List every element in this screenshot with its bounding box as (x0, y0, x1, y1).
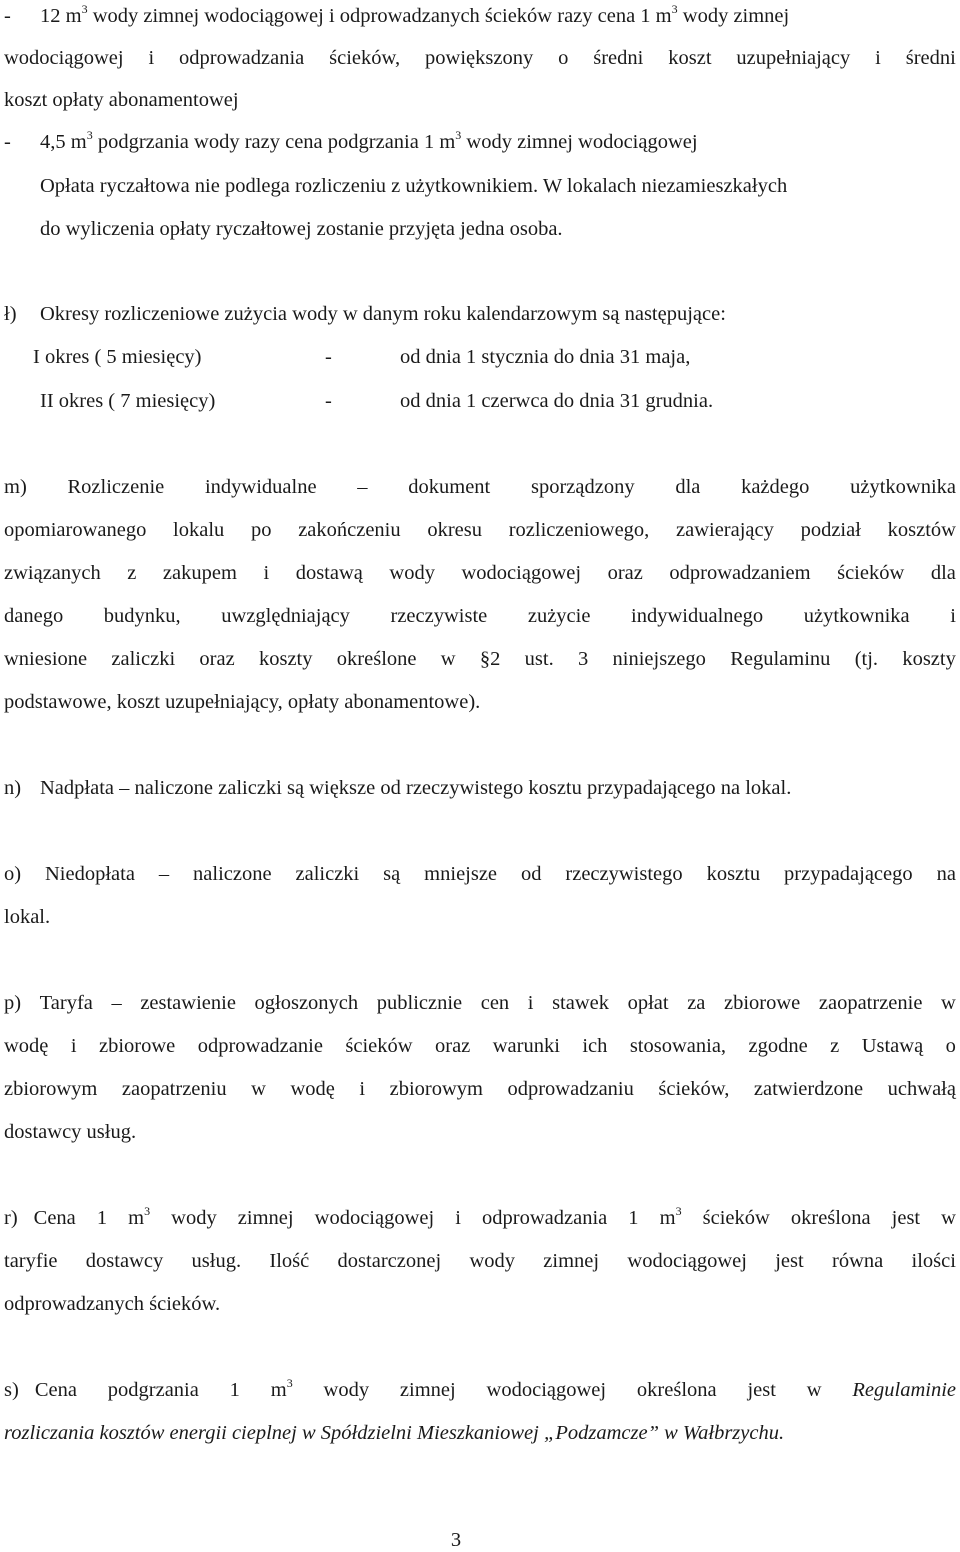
word: zawierający (676, 519, 774, 541)
word: ścieków (345, 1035, 413, 1057)
word: zbiorowe (98, 1035, 176, 1057)
section-p-line-3 (4, 1077, 956, 1101)
word: oraz (435, 1035, 471, 1057)
intro-dash-2: - (4, 131, 11, 153)
word: o (558, 47, 569, 69)
intro-line-3: koszt opłaty abonamentowej (4, 89, 239, 111)
word: wodociągowej (4, 47, 124, 69)
word: ścieków (837, 562, 905, 584)
section-n-text: Nadpłata – naliczone zaliczki są większe od rzeczywistego kosztu przypadającego na lokal. (40, 777, 792, 799)
word: i (950, 605, 956, 627)
word: średni (905, 47, 956, 69)
section-l-text: Okresy rozliczeniowe zużycia wody w danym roku kalendarzowym są następujące: (40, 303, 726, 325)
section-p-line-4: dostawcy usług. (4, 1121, 137, 1143)
word: lokalu (173, 519, 225, 541)
word: uwzględniający (221, 605, 350, 627)
intro-line-4: 4,5 $m^3$ podgrzania wody razy cena podgrzania 1 $m^3$ wody zimnej wodociągowej (40, 128, 698, 153)
word: z (830, 1035, 840, 1057)
word: odprowadzania (179, 47, 305, 69)
word: indywidualnego (631, 605, 764, 627)
section-s-line-2: rozliczania kosztów energii cieplnej w Spółdzielni Mieszkaniowej „Podzamcze” w Wałbrzychu. (4, 1422, 785, 1444)
page-number: 3 (450, 1529, 462, 1551)
word: w (941, 992, 956, 1014)
word: zaliczki (295, 863, 360, 885)
word: ilości (911, 1250, 956, 1272)
section-m-line-1 (4, 475, 956, 499)
intro-line-5: Opłata ryczałtowa nie podlega rozliczeniu z użytkownikiem. W lokalach niezamieszkałych (40, 175, 788, 197)
section-marker: o) (4, 863, 22, 885)
section-o-line-2: lokal. (4, 906, 51, 928)
section-n-marker: n) (4, 777, 22, 799)
section-m-line-5 (4, 647, 956, 671)
word: publicznie (376, 992, 463, 1014)
word: sporządzony (530, 476, 635, 498)
word: wniesione (4, 648, 88, 670)
period-2-range: od dnia 1 czerwca do dnia 31 grudnia. (400, 390, 714, 412)
word: podział (800, 519, 861, 541)
word: równa (832, 1250, 884, 1272)
word: zbiorowym (389, 1078, 483, 1100)
word: rzeczywistego (565, 863, 683, 885)
period-1-range: od dnia 1 stycznia do dnia 31 maja, (400, 346, 691, 368)
word: cen (480, 992, 510, 1014)
section-m-line-6: podstawowe, koszt uzupełniający, opłaty abonamentowe). (4, 691, 481, 713)
word: uzupełniający (736, 47, 851, 69)
section-s-line-1-text: Cena podgrzania 1 $m^3$ wody zimnej wodociągowej określona jest w Regulaminie (34, 1376, 957, 1401)
section-p-line-2 (4, 1034, 956, 1058)
word: danego (4, 605, 64, 627)
section-m-line-3 (4, 561, 956, 585)
word: koszty (258, 648, 313, 670)
word: odprowadzaniu (507, 1078, 634, 1100)
word: stawek (552, 992, 610, 1014)
word: wodę (4, 1035, 49, 1057)
section-r-line-1 (4, 1206, 956, 1230)
word: Ustawą (861, 1035, 924, 1057)
section-m-line-4 (4, 604, 956, 628)
word: oraz (199, 648, 235, 670)
word: zestawienie (140, 992, 236, 1014)
section-r-marker: r) (4, 1207, 18, 1229)
intro-dash-1: - (4, 5, 11, 27)
word: niniejszego (612, 648, 706, 670)
word: dokument (408, 476, 491, 498)
period-1-dash: - (325, 346, 332, 368)
word: wodę (290, 1078, 335, 1100)
word: zatwierdzone (753, 1078, 864, 1100)
word: Ilość (269, 1250, 310, 1272)
word: ogłoszonych (254, 992, 359, 1014)
word: Niedopłata (45, 863, 135, 885)
word: odprowadzaniem (669, 562, 811, 584)
word: w (440, 648, 456, 670)
word: ust. (524, 648, 554, 670)
word: – (357, 476, 368, 498)
word: przypadającego (784, 863, 913, 885)
word: Regulaminu (730, 648, 831, 670)
word: ścieków, (329, 47, 401, 69)
word: koszty (902, 648, 956, 670)
word: w (251, 1078, 266, 1100)
word: i (70, 1035, 77, 1057)
word: oraz (607, 562, 643, 584)
word: okresu (427, 519, 482, 541)
word: zimnej (543, 1250, 600, 1272)
word: dostawą (295, 562, 363, 584)
word: i (263, 562, 270, 584)
word: po (250, 519, 272, 541)
section-m-line-2 (4, 518, 956, 542)
word: zużycie (527, 605, 591, 627)
period-2-label: II okres ( 7 miesięcy) (40, 390, 216, 412)
word: zakończeniu (298, 519, 401, 541)
word: i (875, 47, 881, 69)
word: zgodne (748, 1035, 808, 1057)
word: opomiarowanego (4, 519, 147, 541)
word: za (687, 992, 706, 1014)
word: kosztów (887, 519, 956, 541)
intro-line-2 (4, 46, 956, 70)
word: zbiorowe (724, 992, 801, 1014)
word: na (936, 863, 956, 885)
word: jest (775, 1250, 804, 1272)
section-l-marker: ł) (4, 303, 17, 325)
word: zakupem (162, 562, 237, 584)
period-1-label: I okres ( 5 miesięcy) (33, 346, 202, 368)
section-p-line-1 (4, 991, 956, 1015)
word: dostawcy (85, 1250, 164, 1272)
word: określone (336, 648, 417, 670)
word: każdego (741, 476, 810, 498)
word: (tj. (854, 648, 879, 670)
word: o (945, 1035, 956, 1057)
word: ścieków, (658, 1078, 730, 1100)
word: wodociągowej (627, 1250, 747, 1272)
word: związanych (4, 562, 101, 584)
word: budynku, (103, 605, 181, 627)
word: dla (930, 562, 956, 584)
word: użytkownika (850, 476, 956, 498)
word: są (383, 863, 401, 885)
word: stosowania, (629, 1035, 727, 1057)
word: z (127, 562, 137, 584)
word: Rozliczenie (67, 476, 165, 498)
word: zaopatrzenie (818, 992, 923, 1014)
section-marker: m) (4, 476, 27, 498)
word: użytkownika (803, 605, 910, 627)
word: zaopatrzeniu (121, 1078, 227, 1100)
section-marker: p) (4, 992, 22, 1014)
intro-line-1: 12 $m^3$ wody zimnej wodociągowej i odprowadzanych ścieków razy cena 1 $m^3$ wody zimnej (40, 2, 790, 27)
word: usług. (191, 1250, 242, 1272)
word: średni (593, 47, 644, 69)
word: wody (389, 562, 435, 584)
word: ich (582, 1035, 608, 1057)
word: dostarczonej (337, 1250, 442, 1272)
word: mniejsze (424, 863, 498, 885)
word: indywidualne (204, 476, 317, 498)
word: i (148, 47, 155, 69)
period-2-dash: - (325, 390, 332, 412)
word: Taryfa (39, 992, 93, 1014)
word: zaliczki (111, 648, 176, 670)
section-r-line-1-text: Cena 1 $m^3$ wody zimnej wodociągowej i odprowadzania 1 $m^3$ ścieków określona jest w (33, 1204, 956, 1229)
section-r-line-3: odprowadzanych ścieków. (4, 1293, 221, 1315)
section-s-line-1 (4, 1378, 956, 1402)
word: uchwałą (887, 1078, 956, 1100)
word: warunki (492, 1035, 560, 1057)
word: i (527, 992, 534, 1014)
word: naliczone (193, 863, 272, 885)
section-s-marker: s) (4, 1379, 19, 1401)
word: – (158, 863, 170, 885)
word: taryfie (4, 1250, 58, 1272)
word: 3 (578, 648, 589, 670)
word: rozliczeniowego, (508, 519, 650, 541)
word: rzeczywiste (390, 605, 488, 627)
intro-line-6: do wyliczenia opłaty ryczałtowej zostanie przyjęta jedna osoba. (40, 218, 563, 240)
word: od (520, 863, 542, 885)
word: §2 (479, 648, 501, 670)
word: koszt (668, 47, 712, 69)
word: opłat (627, 992, 669, 1014)
word: – (111, 992, 122, 1014)
word: odprowadzanie (197, 1035, 323, 1057)
word: powiększony (425, 47, 534, 69)
word: i (359, 1078, 366, 1100)
section-o-line-1 (4, 862, 956, 886)
word: zbiorowym (4, 1078, 98, 1100)
word: wodociągowej (461, 562, 582, 584)
section-r-line-2 (4, 1249, 956, 1273)
word: wody (469, 1250, 515, 1272)
word: kosztu (706, 863, 761, 885)
word: dla (675, 476, 701, 498)
